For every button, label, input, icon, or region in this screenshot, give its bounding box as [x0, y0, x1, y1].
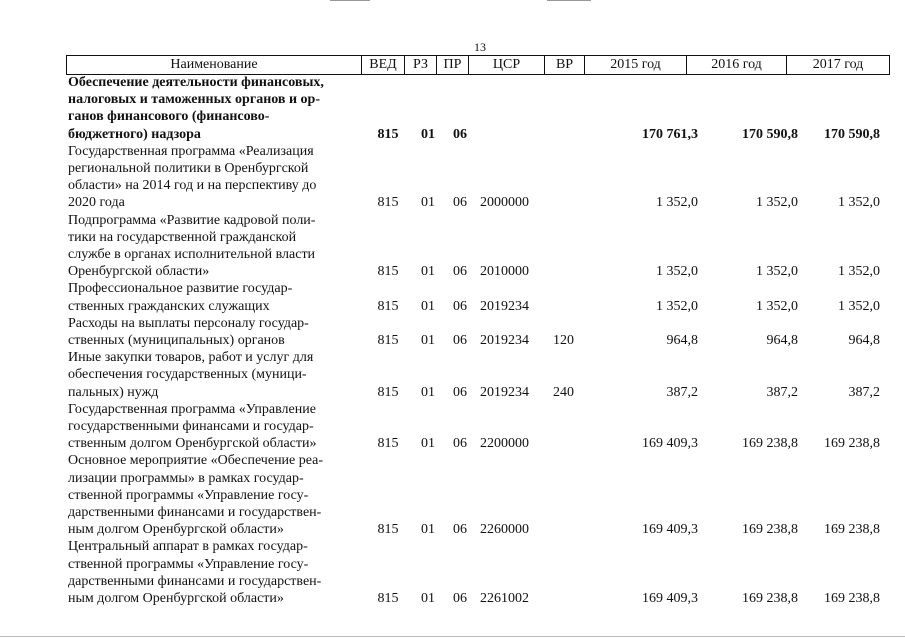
table-header — [66, 55, 890, 75]
cell-ved: 815 — [377, 298, 399, 314]
cell-y2017: 387,2 — [848, 384, 880, 400]
row-name — [68, 349, 358, 401]
row-name — [68, 538, 358, 607]
row-name-line: ственной программы «Управление госу- — [68, 487, 309, 503]
row-name-line: Иные закупки товаров, работ и услуг для — [68, 350, 314, 366]
table-row — [68, 315, 888, 349]
header-name: Наименование — [67, 56, 362, 74]
cell-pr: 06 — [453, 264, 467, 280]
row-name-line: ным долгом Оренбургской области» — [68, 591, 284, 606]
cell-vr: 240 — [553, 384, 574, 400]
row-name-line: Оренбургской области» — [68, 264, 210, 280]
cell-ved: 815 — [377, 522, 399, 538]
cell-y2017: 964,8 — [848, 332, 880, 348]
row-name-line: бюджетного) надзора — [68, 126, 201, 142]
cell-pr: 06 — [453, 436, 467, 452]
cell-y2016: 1 352,0 — [756, 195, 798, 211]
row-name-line: Обеспечение деятельности финансовых, — [68, 75, 324, 90]
cell-y2016: 387,2 — [766, 384, 798, 400]
scan-edge-mark — [547, 0, 591, 1]
row-name — [68, 212, 358, 281]
row-name-line: налоговых и таможенных органов и ор- — [68, 92, 320, 108]
cell-pr: 06 — [453, 522, 467, 538]
row-name-line: службе в органах исполнительной власти — [68, 247, 316, 262]
cell-y2017: 169 238,8 — [824, 436, 880, 452]
cell-csr: 2010000 — [480, 264, 529, 280]
cell-ved: 815 — [377, 384, 399, 400]
cell-y2017: 169 238,8 — [824, 522, 880, 538]
cell-ved: 815 — [377, 195, 399, 211]
row-name-line: государственными финансами и государ- — [68, 419, 314, 434]
header-2015: 2015 год — [585, 56, 687, 74]
row-name-line: Центральный аппарат в рамках государ- — [68, 539, 308, 555]
row-name — [68, 452, 358, 538]
cell-ved: 815 — [377, 332, 399, 348]
row-name — [68, 74, 358, 143]
row-name-line: пальных) нужд — [68, 384, 159, 400]
row-name-line: дарственными финансами и государствен- — [68, 573, 322, 589]
cell-y2015: 1 352,0 — [656, 195, 698, 211]
cell-y2016: 1 352,0 — [756, 264, 798, 280]
cell-rz: 01 — [421, 436, 435, 452]
row-name-line: ственных (муниципальных) органов — [68, 333, 285, 348]
header-pr: ПР — [437, 56, 469, 74]
cell-y2016: 169 238,8 — [742, 522, 798, 538]
cell-y2015: 169 409,3 — [642, 436, 698, 452]
header-rz: РЗ — [405, 56, 437, 74]
header-csr: ЦСР — [469, 56, 545, 74]
cell-y2017: 1 352,0 — [838, 195, 880, 211]
cell-y2015: 964,8 — [666, 332, 698, 348]
cell-csr: 2200000 — [480, 436, 529, 452]
cell-rz: 01 — [421, 195, 435, 211]
cell-y2015: 169 409,3 — [642, 522, 698, 538]
cell-y2015: 169 409,3 — [642, 590, 698, 606]
row-name-line: Подпрограмма «Развитие кадровой поли- — [68, 212, 316, 228]
header-2017: 2017 год — [812, 57, 864, 72]
table-row — [68, 212, 888, 281]
cell-vr: 120 — [553, 332, 574, 348]
table-row — [68, 74, 888, 143]
scan-edge-mark — [330, 0, 370, 1]
cell-pr: 06 — [453, 590, 467, 606]
cell-pr: 06 — [453, 332, 467, 348]
row-name-line: Профессиональное развитие государ- — [68, 281, 293, 297]
cell-rz: 01 — [421, 384, 435, 400]
row-name-line: Государственная программа «Реализация — [68, 143, 314, 159]
cell-y2016: 169 238,8 — [742, 436, 798, 452]
cell-pr: 06 — [453, 195, 467, 211]
row-name-line: региональной политики в Оренбургской — [68, 161, 309, 176]
scan-edge-line — [0, 636, 905, 637]
row-name-line: Основное мероприятие «Обеспечение реа- — [68, 453, 324, 469]
table-row — [68, 538, 888, 607]
cell-ved: 815 — [377, 264, 399, 280]
row-name-line: 2020 года — [68, 195, 125, 211]
row-name — [68, 280, 358, 314]
row-name-line: лизации программы» в рамках государ- — [68, 470, 304, 486]
cell-rz: 01 — [421, 264, 435, 280]
cell-y2017: 169 238,8 — [824, 590, 880, 606]
table-row — [68, 143, 888, 212]
cell-rz: 01 — [421, 590, 435, 606]
table-row — [68, 452, 888, 538]
cell-y2015: 1 352,0 — [656, 298, 698, 314]
row-name-line: ственной программы «Управление госу- — [68, 556, 309, 572]
row-name-line: дарственными финансами и государствен- — [68, 505, 322, 520]
cell-rz: 01 — [421, 298, 435, 314]
cell-rz: 01 — [421, 126, 435, 142]
row-name-line: ным долгом Оренбургской области» — [68, 522, 284, 538]
cell-y2015: 170 761,3 — [642, 126, 698, 142]
table-row — [68, 280, 888, 314]
row-name-line: ственным долгом Оренбургской области» — [68, 436, 317, 452]
row-name-line: Расходы на выплаты персоналу государ- — [68, 315, 309, 331]
cell-csr: 2261002 — [480, 590, 529, 606]
cell-y2016: 1 352,0 — [756, 298, 798, 314]
row-name-line: ственных гражданских служащих — [68, 298, 270, 314]
cell-y2015: 1 352,0 — [656, 264, 698, 280]
row-name-line: области» на 2014 год и на перспективу до — [68, 178, 317, 194]
cell-y2017: 170 590,8 — [824, 126, 880, 142]
row-name-line: обеспечения государственных (муници- — [68, 367, 307, 383]
header-vr: ВР — [545, 56, 585, 74]
cell-csr: 2260000 — [480, 522, 529, 538]
cell-pr: 06 — [453, 298, 467, 314]
cell-y2017: 1 352,0 — [838, 264, 880, 280]
cell-ved: 815 — [377, 436, 399, 452]
cell-ved: 815 — [377, 126, 399, 142]
row-name — [68, 143, 358, 212]
cell-csr: 2000000 — [480, 195, 529, 211]
cell-ved: 815 — [377, 590, 399, 606]
cell-rz: 01 — [421, 332, 435, 348]
cell-y2015: 387,2 — [666, 384, 698, 400]
cell-pr: 06 — [453, 384, 467, 400]
row-name — [68, 401, 358, 453]
row-name-line: тики на государственной гражданской — [68, 229, 297, 245]
table-row — [68, 401, 888, 453]
cell-pr: 06 — [453, 126, 467, 142]
cell-csr: 2019234 — [480, 384, 529, 400]
cell-csr: 2019234 — [480, 332, 529, 348]
header-ved: ВЕД — [362, 56, 405, 74]
cell-csr: 2019234 — [480, 298, 529, 314]
header-2016: 2016 год — [687, 56, 787, 74]
table-row — [68, 349, 888, 401]
page-number: 13 — [474, 40, 486, 54]
row-name-line: Государственная программа «Управление — [68, 401, 316, 417]
cell-y2016: 169 238,8 — [742, 590, 798, 606]
row-name — [68, 315, 358, 349]
cell-rz: 01 — [421, 522, 435, 538]
cell-y2016: 964,8 — [766, 332, 798, 348]
cell-y2016: 170 590,8 — [742, 126, 798, 142]
row-name-line: ганов финансового (финансово- — [68, 109, 270, 125]
cell-y2017: 1 352,0 — [838, 298, 880, 314]
